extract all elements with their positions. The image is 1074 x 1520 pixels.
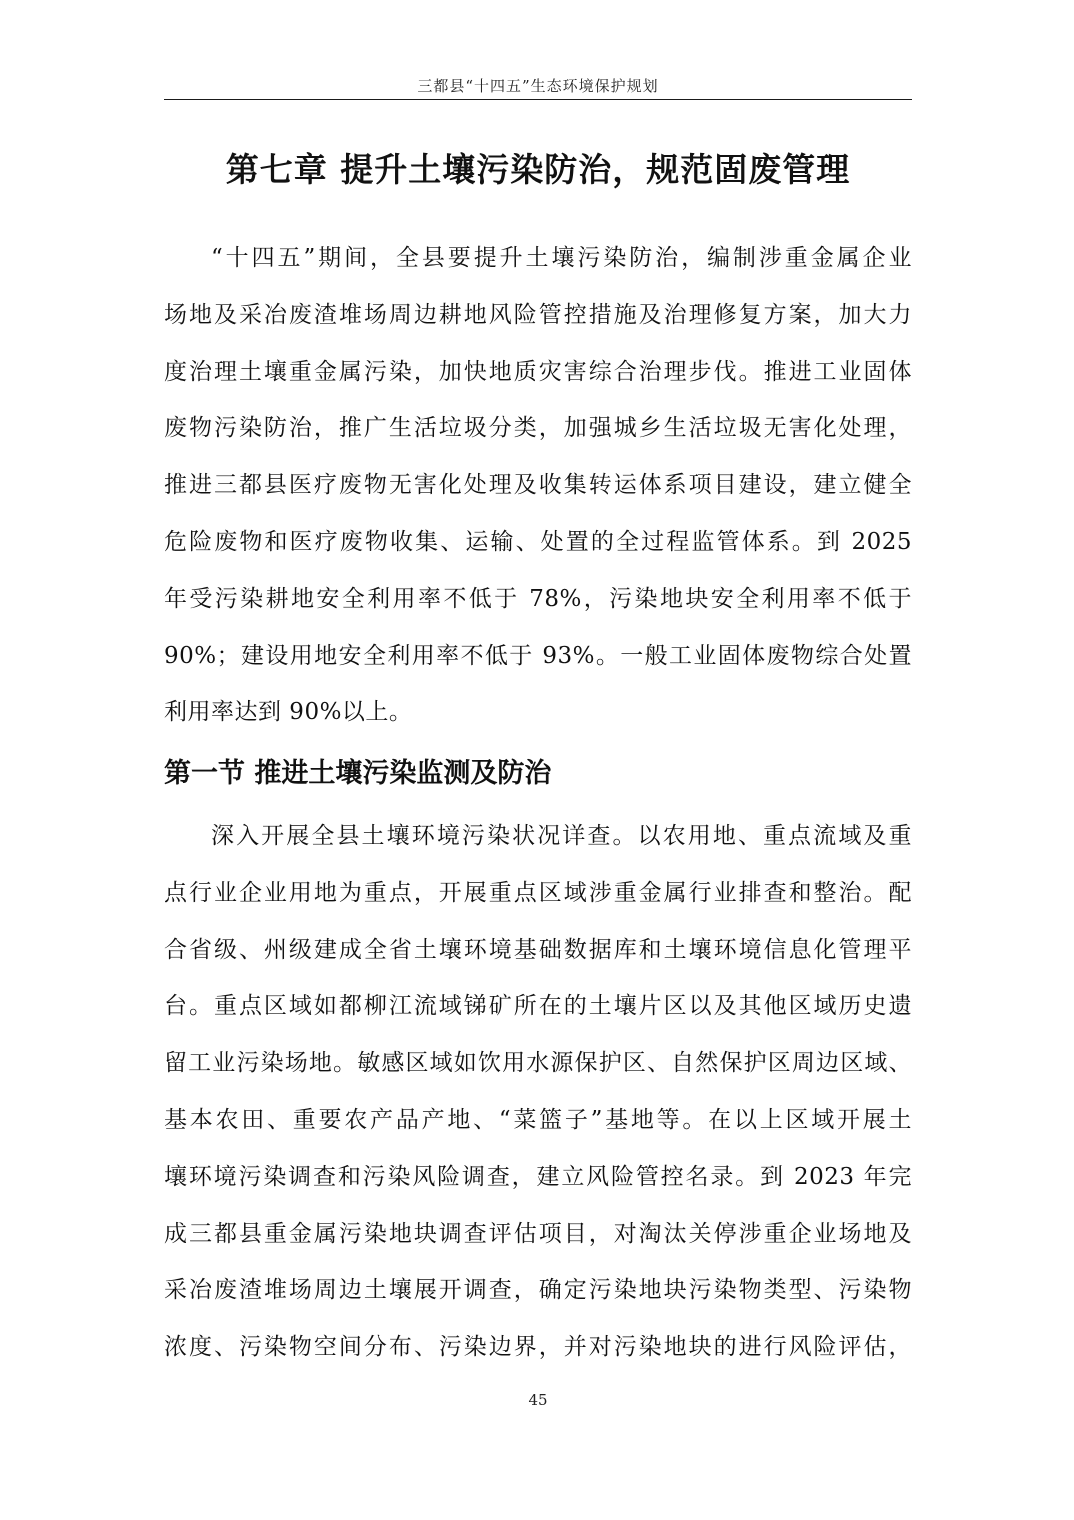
page-number: 45 [528, 1391, 548, 1409]
paragraph-line: “十四五”期间，全县要提升土壤污染防治，编制涉重金属企业 [211, 245, 912, 271]
paragraph-line: 壤环境污染调查和污染风险调查，建立风险管控名录。到 2023 年完 [164, 1163, 912, 1190]
paragraph-line: 年受污染耕地安全利用率不低于 78%，污染地块安全利用率不低于 [164, 585, 912, 612]
paragraph-line: 场地及采冶废渣堆场周边耕地风险管控措施及治理修复方案，加大力 [164, 301, 912, 328]
paragraph-line: 危险废物和医疗废物收集、运输、处置的全过程监管体系。到 2025 [164, 528, 912, 555]
paragraph-line: 度治理土壤重金属污染，加快地质灾害综合治理步伐。推进工业固体 [164, 358, 912, 385]
paragraph-line: 利用率达到 90%以上。 [164, 699, 413, 726]
paragraph-line: 90%；建设用地安全利用率不低于 93%。一般工业固体废物综合处置 [164, 642, 912, 669]
header-divider [164, 99, 912, 100]
paragraph-line: 废物污染防治，推广生活垃圾分类，加强城乡生活垃圾无害化处理， [164, 415, 912, 442]
paragraph-line: 点行业企业用地为重点，开展重点区域涉重金属行业排查和整治。配 [164, 879, 912, 906]
paragraph-line: 留工业污染场地。敏感区域如饮用水源保护区、自然保护区周边区域、 [164, 1050, 912, 1077]
paragraph-line: 成三都县重金属污染地块调查评估项目，对淘汰关停涉重企业场地及 [164, 1220, 912, 1247]
chapter-intro-paragraph [164, 230, 912, 741]
paragraph-line: 推进三都县医疗废物无害化处理及收集转运体系项目建设，建立健全 [164, 472, 912, 499]
paragraph-line: 采冶废渣堆场周边土壤展开调查，确定污染地块污染物类型、污染物 [164, 1277, 912, 1304]
running-header: 三都县“十四五”生态环境保护规划 [417, 77, 659, 95]
paragraph-line: 深入开展全县土壤环境污染状况详查。以农用地、重点流域及重 [211, 823, 912, 849]
section-title: 第一节 推进土壤污染监测及防治 [164, 758, 552, 789]
paragraph-line: 浓度、污染物空间分布、污染边界，并对污染地块的进行风险评估， [164, 1334, 912, 1361]
paragraph-line: 台。重点区域如都柳江流域锑矿所在的土壤片区以及其他区域历史遗 [164, 993, 912, 1020]
paragraph-line: 合省级、州级建成全省土壤环境基础数据库和土壤环境信息化管理平 [164, 936, 912, 963]
paragraph-line: 基本农田、重要农产品产地、“菜篮子”基地等。在以上区域开展土 [164, 1106, 912, 1133]
section-paragraph [164, 808, 912, 1376]
chapter-title: 第七章 提升土壤污染防治，规范固废管理 [225, 150, 851, 189]
